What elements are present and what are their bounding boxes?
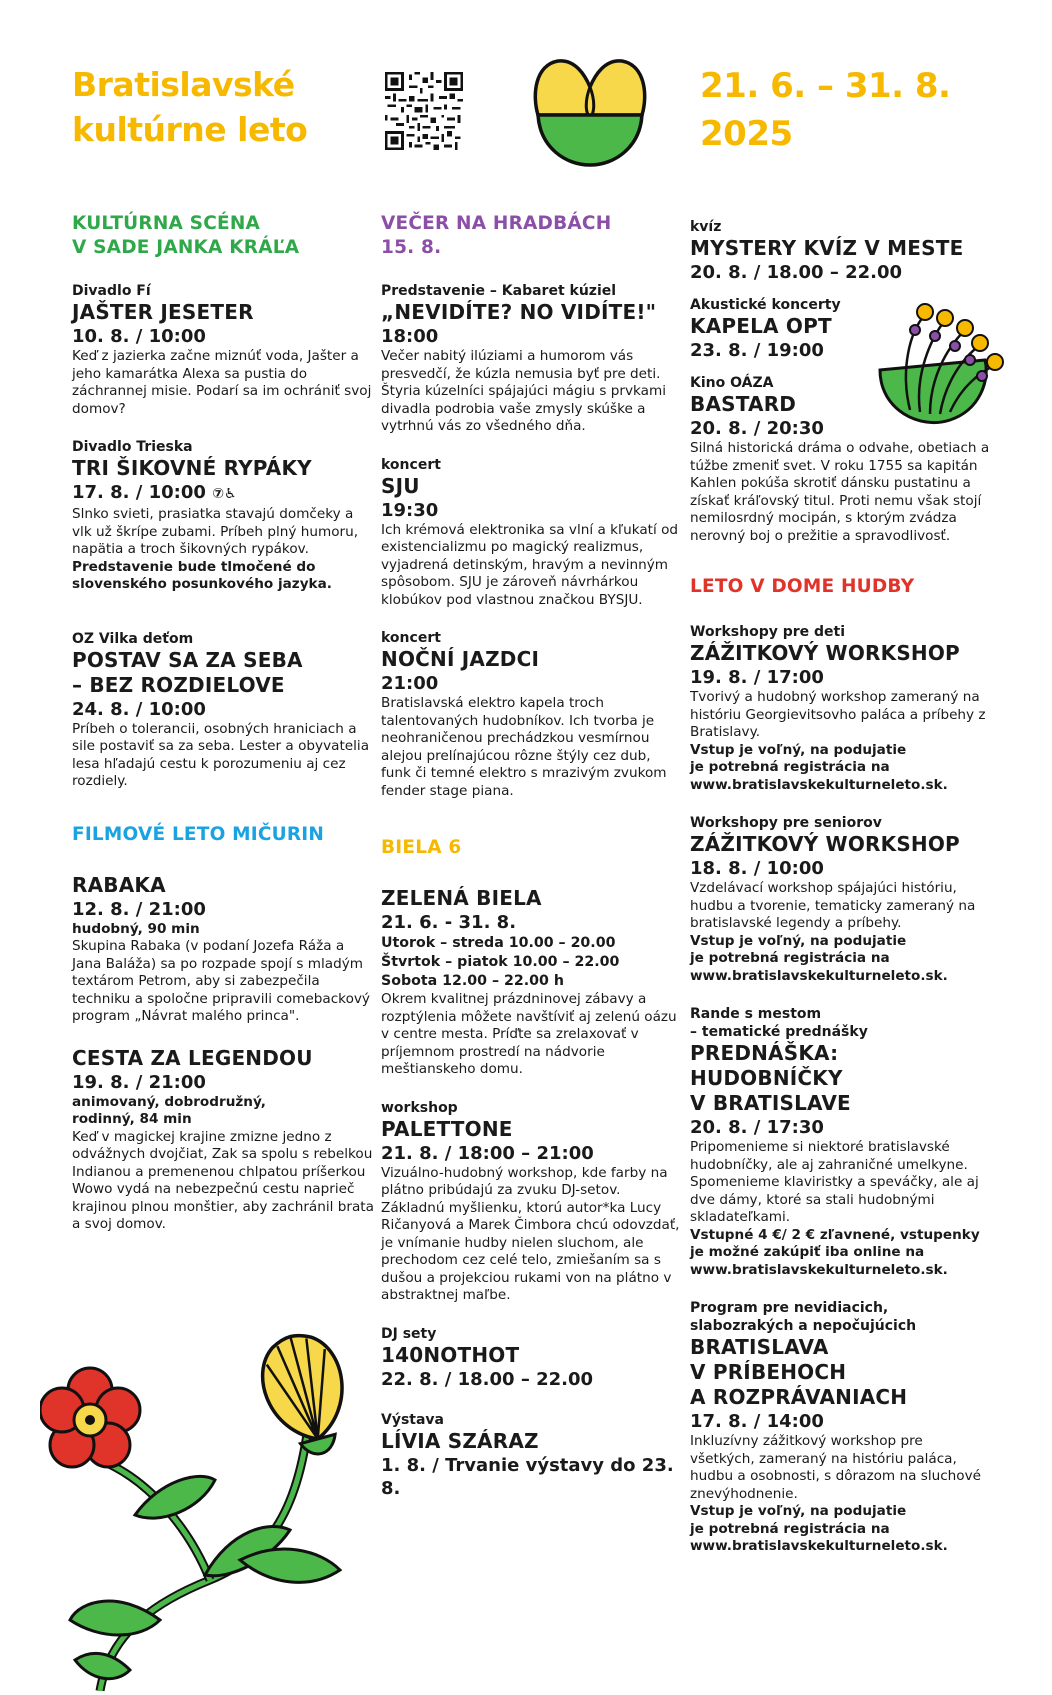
event-datetime: 10. 8. / 10:00: [72, 326, 206, 347]
event-name: SJU: [381, 473, 420, 498]
flowers-illustration: [40, 1330, 370, 1691]
event-description: Skupina Rabaka (v podaní Jozefa Ráža a Jana Baláža) sa po rozpade spojí s mladým textárom Petrom, aby si zabezpečila techniku a spoločne pripravili comebackový program „Návrat malého princa".: [72, 938, 370, 1024]
event-name: ZELENÁ BIELA: [381, 886, 542, 910]
event-description: Silná historická dráma o odvahe, obetiach a túžbe zmeniť svet. V roku 1755 sa kapitán Kahlen pokúša skrotiť dánsku pustatinu a získať kráľovský titul. Proti nemu však stojí nemilosrdný mocipán, s ktorým zvádza nerovný boj o prežitie a spravodlivosť.: [690, 440, 990, 544]
event-genre: hudobný, 90 min: [72, 920, 200, 937]
title-line-1: Bratislavské: [72, 65, 295, 104]
event-type: Rande s mestom – tematické prednášky: [690, 1006, 868, 1040]
section-title-kulturna-scena: KULTÚRNA SCÉNA V SADE JANKA KRÁĽA: [72, 213, 300, 258]
event-description: Inkluzívny zážitkový workshop pre všetkých, zameraný na históriu paláca, hudbu a osobnosti, s dôrazom na sluchové znevýhodnenie.: [690, 1433, 982, 1502]
event-datetime: 18:00: [381, 326, 439, 347]
event-datetime: 23. 8. / 19:00: [690, 340, 824, 361]
page-title: [72, 62, 307, 152]
event-datetime: 20. 8. / 18.00 – 22.00: [690, 262, 903, 283]
event-name: TRI ŠIKOVNÉ RYPÁKY: [72, 456, 312, 480]
event-type: DJ sety: [381, 1325, 437, 1342]
event-bastard: [690, 374, 990, 545]
column-2: [381, 212, 681, 1500]
event-type: Workshopy pre deti: [690, 624, 846, 640]
event-type: koncert: [381, 630, 441, 646]
event-type: Výstava: [381, 1411, 445, 1428]
event-name: MYSTERY KVÍZ V MESTE: [690, 236, 964, 260]
event-description: Vzdelávací workshop spájajúci históriu, hudbu a tvorenie, tematicky zameraný na bratislavské legendy a príbehy.: [690, 880, 976, 931]
event-note: Predstavenie bude tlmočené do slovenského posunkového jazyka.: [72, 558, 332, 592]
event-140nothot: [381, 1325, 681, 1391]
event-datetime: 24. 8. / 10:00: [72, 698, 206, 720]
registration-note: Vstup je voľný, na podujatie je potrebná registrácia na www.bratislavskekulturneleto.sk.: [690, 1503, 948, 1554]
section-title-filmove-leto: FILMOVÉ LETO MIČURIN: [72, 823, 325, 845]
event-jaster-jeseter: [72, 282, 377, 418]
event-datetime: 19:30: [381, 499, 439, 521]
event-bratislava-v-pribehoch: [690, 1299, 990, 1556]
event-cesta-za-legendou: [72, 1046, 377, 1234]
event-datetime: 18. 8. / 10:00: [690, 858, 824, 879]
event-description: Tvorivý a hudobný workshop zameraný na históriu Georgievitsovho paláca a príbehy z Bratislavy.: [690, 689, 986, 740]
event-name: PALETTONE: [381, 1116, 513, 1141]
event-type: Program pre nevidiacich, slabozrakých a nepočujúcich: [690, 1300, 917, 1334]
event-name: 140NOTHOT: [381, 1342, 520, 1367]
date-range: 21. 6. – 31. 8.: [700, 66, 951, 106]
event-type: kvíz: [690, 219, 722, 235]
event-kapela-opt: [690, 296, 990, 362]
event-mystery-kviz: [690, 218, 990, 284]
event-name: ZÁŽITKOVÝ WORKSHOP: [690, 832, 960, 856]
event-description: Vizuálno-hudobný workshop, kde farby na plátno pribúdajú za zvuku DJ-setov. Základnú myšlienku, ktorú autor*ka Lucy Ričanyová a Marek Čimbora chcú odovzdať, je vnímanie hudby nielen sluchom, ale prechodom cez celé telo, zmiešaním sa s dušou a projekciou rukami von na plátno v abstraktnej maľbe.: [381, 1164, 680, 1303]
event-name: RABAKA: [72, 872, 166, 897]
section-title-leto-v-dome-hudby: LETO V DOME HUDBY: [690, 576, 915, 597]
event-palettone: [381, 1099, 681, 1305]
event-name: BASTARD: [690, 392, 797, 416]
event-description: Večer nabitý ilúziami a humorom vás presvedčí, že kúzla nemusia byť pre deti. Štyria kúzelníci spájajúci mágiu s prvkami divadla podrobia vaše zmysly skúške a vytrhnú vás zo všedného dňa.: [381, 348, 667, 434]
event-datetime: 22. 8. / 18.00 – 22.00: [381, 1368, 594, 1390]
event-datetime: 21. 8. / 18:00 – 21:00: [381, 1142, 594, 1164]
event-description: Bratislavská elektro kapela troch talentovaných hudobníkov. Ich tvorba je neohraničenou prechádzkou vesmírnou alejou prelínajúcou rôzne štýly cez dub, funk či temné elektro s mrazivým zvukom fender stage piana.: [381, 695, 667, 799]
registration-note: Vstup je voľný, na podujatie je potrebná registrácia na www.bratislavskekulturneleto.sk.: [690, 932, 948, 984]
event-name: LÍVIA SZÁRAZ: [381, 1428, 539, 1453]
event-datetime: 12. 8. / 21:00: [72, 898, 206, 920]
event-name: POSTAV SA ZA SEBA – BEZ ROZDIELOVE: [72, 647, 303, 697]
event-datetime: 17. 8. / 14:00: [690, 1411, 824, 1432]
event-nevidite: [381, 282, 681, 436]
accessibility-icons: ⑦♿: [212, 486, 237, 502]
event-description: Keď v magickej krajine zmizne jedno z odvážnych dvojčiat, Zak sa spolu s rebelkou Indianou a premenenou chlpatou príšerkou Wowo vydá na nebezpečnú cestu naprieč krajinou plnou monštier, aby zachránil brata a svoj domov.: [72, 1128, 374, 1232]
section-title-vecer-na-hradbach: VEČER NA HRADBÁCH 15. 8.: [381, 213, 612, 258]
title-line-2: kultúrne leto: [72, 110, 308, 149]
event-name: ZÁŽITKOVÝ WORKSHOP: [690, 641, 960, 665]
event-datetime: 20. 8. / 17:30: [690, 1117, 824, 1138]
ticket-note: Vstupné 4 €/ 2 € zľavnené, vstupenky je možné zakúpiť iba online na www.bratislavskekulturneleto.sk.: [690, 1226, 980, 1278]
column-3: [690, 218, 990, 1556]
event-datetime: [72, 481, 377, 506]
event-rabaka: [72, 873, 377, 1026]
event-datetime: 21. 6. - 31. 8.: [381, 912, 517, 933]
event-genre: animovaný, dobrodružný, rodinný, 84 min: [72, 1093, 266, 1127]
event-description: Ich krémová elektronika sa vlní a kľukatí od existencializmu po magický realizmus, vyjadrená detinským, hravým a nevinným spôsobom. SJU je zároveň návrhárkou klobúkov pod vlastnou značkou BYSJU.: [381, 521, 679, 608]
tulip-logo: [530, 55, 650, 170]
registration-note: Vstup je voľný, na podujatie je potrebná registrácia na www.bratislavskekulturneleto.sk.: [690, 741, 948, 793]
event-postav-sa-za-seba: [72, 630, 377, 791]
event-name: PREDNÁŠKA: HUDOBNÍČKY V BRATISLAVE: [690, 1041, 851, 1115]
festival-dates: [700, 62, 950, 158]
event-prednaska-hudobnicky: [690, 1005, 990, 1279]
event-type: koncert: [381, 456, 441, 473]
event-name: BRATISLAVA V PRÍBEHOCH A ROZPRÁVANIACH: [690, 1335, 908, 1409]
column-1: [72, 212, 377, 1234]
event-datetime-text: 17. 8. / 10:00: [72, 482, 206, 503]
event-type: workshop: [381, 1099, 458, 1116]
event-description: Keď z jazierka začne miznúť voda, Jašter a jeho kamarátka Alexa sa pustia do záchrannej misie. Podarí sa im ochrániť svoj domov?: [72, 348, 372, 417]
section-title-biela-6: BIELA 6: [381, 837, 462, 858]
opening-hours: Utorok – streda 10.00 – 20.00 Štvrtok – piatok 10.00 – 22.00 Sobota 12.00 – 22.00 h: [381, 935, 620, 989]
event-name: „NEVIDÍTE? NO VIDÍTE!": [381, 300, 657, 324]
event-organizer: OZ Vilka deťom: [72, 630, 194, 647]
event-name: NOČNÍ JAZDCI: [381, 647, 540, 671]
event-type: Predstavenie – Kabaret kúziel: [381, 283, 617, 299]
event-name: KAPELA OPT: [690, 314, 832, 338]
event-type: Workshopy pre seniorov: [690, 815, 882, 831]
event-datetime: 1. 8. / Trvanie výstavy do 23. 8.: [381, 1454, 674, 1499]
event-sju: [381, 456, 681, 610]
event-name: CESTA ZA LEGENDOU: [72, 1045, 313, 1070]
event-workshop-deti: [690, 623, 990, 794]
event-organizer: Divadlo Fí: [72, 283, 151, 299]
date-year: 2025: [700, 114, 793, 154]
event-description: Okrem kvalitnej prázdninovej zábavy a rozptýlenia môžete navštíviť aj zelenú oázu v centre mesta. Príďte sa zrelaxovať v príjemnom prostredí na nádvorie meštianskeho domu.: [381, 991, 677, 1077]
event-organizer: Divadlo Trieska: [72, 439, 193, 455]
event-description: Pripomenieme si niektoré bratislavské hudobníčky, ale aj zahraničné umelkyne. Spomenieme klaviristky a speváčky, ale aj dve dámy, ktoré sa stali hudobnými skladateľkami.: [690, 1139, 979, 1225]
event-livia-szaraz: [381, 1411, 681, 1500]
event-nocni-jazdci: [381, 629, 681, 800]
event-datetime: 19. 8. / 21:00: [72, 1071, 206, 1093]
event-description: Slnko svieti, prasiatka stavajú domčeky a vlk už škrípe zubami. Príbeh plný humoru, napätia a troch šikovných rypákov.: [72, 506, 359, 557]
event-zelena-biela: [381, 886, 681, 1079]
event-datetime: 19. 8. / 17:00: [690, 667, 824, 688]
event-name: JAŠTER JESETER: [72, 300, 254, 324]
event-description: Príbeh o tolerancii, osobných hraniciach a sile postaviť sa za seba. Lester a obyvatelia lesa hľadajú cestu k porozumeniu aj cez rozdiely.: [72, 720, 370, 789]
event-datetime: 21:00: [381, 673, 439, 694]
qr-code[interactable]: [385, 72, 463, 150]
event-venue: Kino OÁZA: [690, 375, 774, 391]
event-workshop-seniori: [690, 814, 990, 985]
event-datetime: 20. 8. / 20:30: [690, 418, 824, 439]
event-type: Akustické koncerty: [690, 297, 841, 313]
event-tri-sikovne-rypaky: [72, 438, 377, 594]
